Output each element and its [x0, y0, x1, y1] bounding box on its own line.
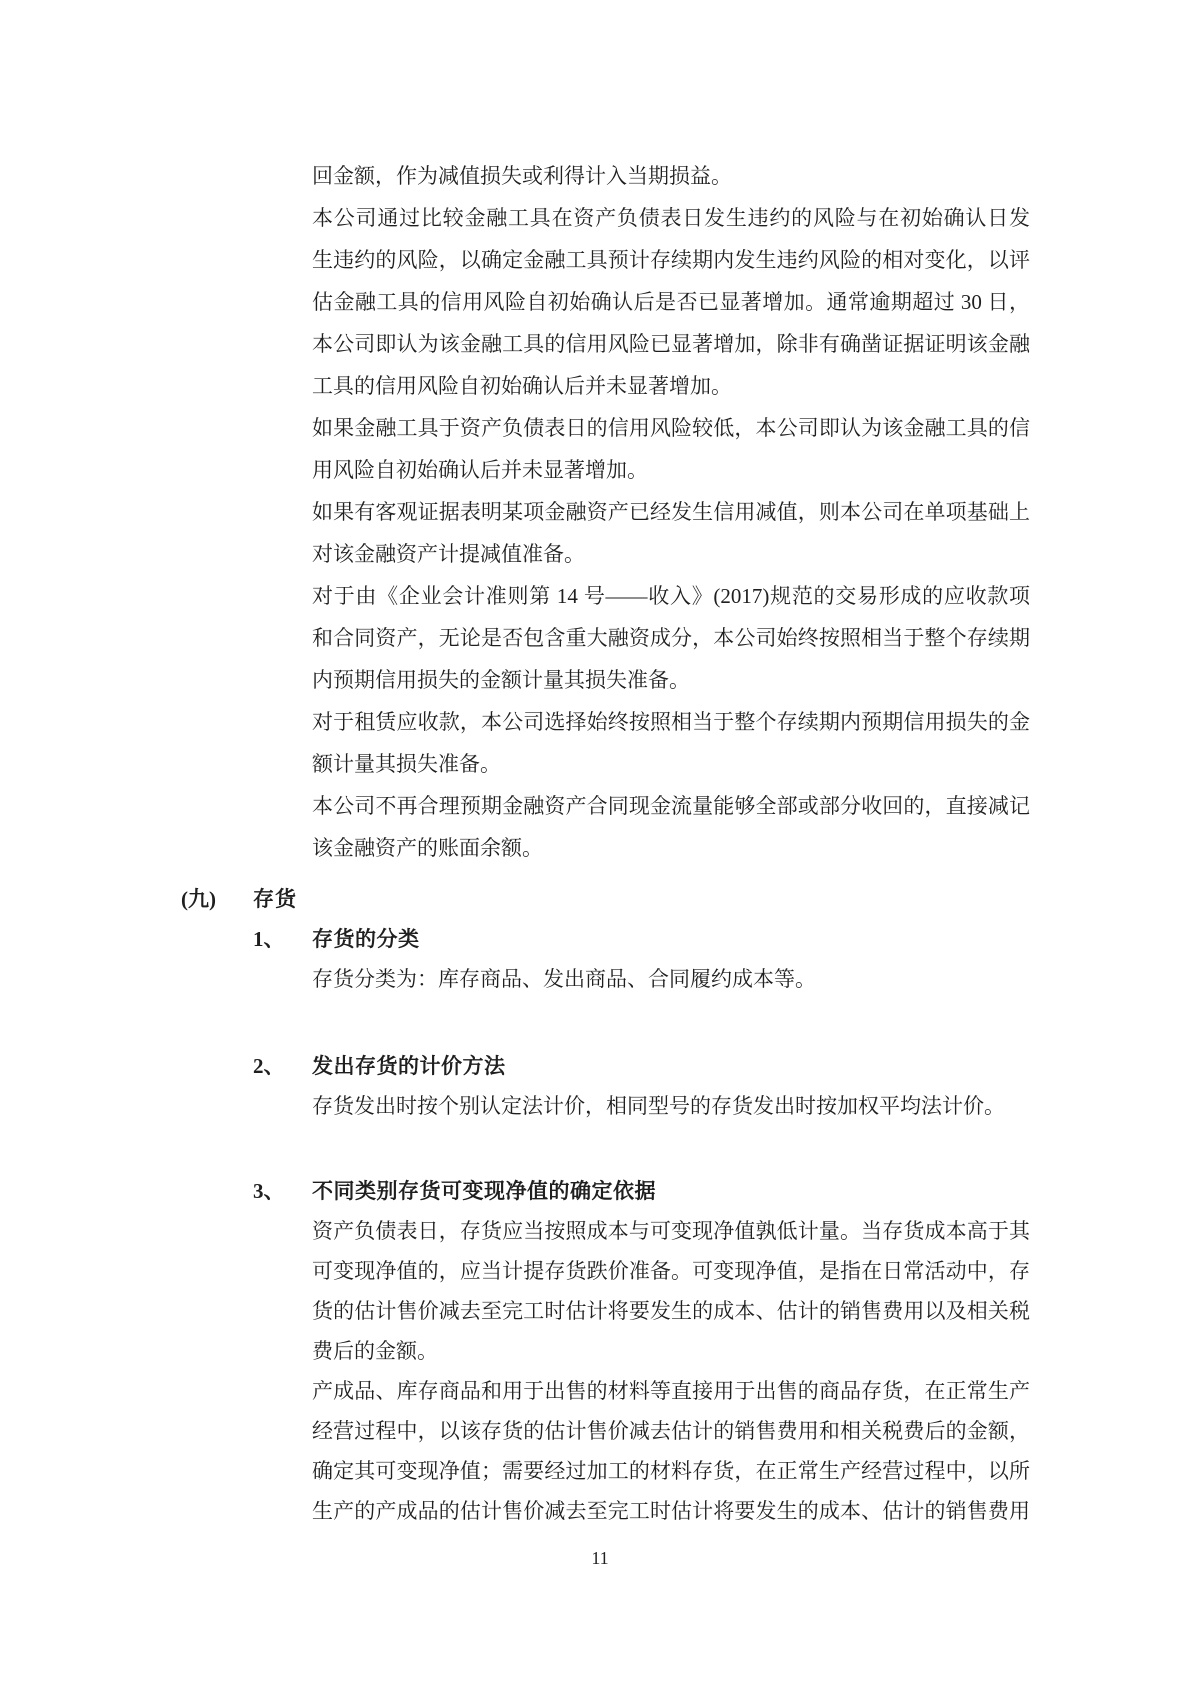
paragraph — [312, 959, 1030, 999]
text-line: 生产的产成品的估计售价减去至完工时估计将要发生的成本、估计的销售费用 — [312, 1499, 1030, 1523]
text-line: 可变现净值的，应当计提存货跌价准备。可变现净值，是指在日常活动中，存 — [312, 1259, 1030, 1283]
page-footer — [0, 1548, 1200, 1569]
paragraph — [312, 407, 1030, 491]
item-number: 2、 — [253, 1054, 285, 1078]
text-line: 对该金融资产计提减值准备。 — [312, 542, 585, 566]
text-line: 对于由《企业会计准则第 14 号——收入》(2017)规范的交易形成的应收款项 — [312, 584, 1030, 608]
inventory-section-heading — [181, 879, 1200, 919]
item-number: 1、 — [253, 927, 285, 951]
paragraph — [312, 1211, 1030, 1371]
text-line: 货的估计售价减去至完工时估计将要发生的成本、估计的销售费用以及相关税 — [312, 1299, 1030, 1323]
text-line: 对于租赁应收款，本公司选择始终按照相当于整个存续期内预期信用损失的金 — [312, 710, 1030, 734]
text-line: 回金额，作为减值损失或利得计入当期损益。 — [312, 164, 732, 188]
text-line: 用风险自初始确认后并未显著增加。 — [312, 458, 648, 482]
page-number: 11 — [591, 1548, 609, 1568]
item-heading — [253, 1046, 1200, 1086]
text-line: 确定其可变现净值；需要经过加工的材料存货，在正常生产经营过程中，以所 — [312, 1459, 1030, 1483]
item-body-text — [312, 1086, 1030, 1126]
text-line: 工具的信用风险自初始确认后并未显著增加。 — [312, 374, 732, 398]
item-title: 存货的分类 — [312, 928, 420, 951]
text-line: 经营过程中，以该存货的估计售价减去估计的销售费用和相关税费后的金额， — [312, 1419, 1030, 1443]
item-title: 不同类别存货可变现净值的确定依据 — [312, 1180, 656, 1203]
text-line: 费后的金额。 — [312, 1339, 438, 1363]
item-title: 发出存货的计价方法 — [312, 1055, 506, 1078]
item-body-text — [312, 1211, 1030, 1531]
section-number-label: (九) — [181, 887, 216, 911]
text-line: 资产负债表日，存货应当按照成本与可变现净值孰低计量。当存货成本高于其 — [312, 1219, 1030, 1243]
paragraph — [312, 491, 1030, 575]
paragraph — [312, 1086, 1030, 1126]
inventory-item-classification — [253, 919, 1200, 999]
paragraph — [312, 155, 1030, 197]
item-body-text — [312, 959, 1030, 999]
inventory-item-valuation-method — [253, 1046, 1200, 1126]
paragraph — [312, 701, 1030, 785]
paragraph — [312, 785, 1030, 869]
text-line: 估金融工具的信用风险自初始确认后是否已显著增加。通常逾期超过 30 日， — [312, 290, 1030, 314]
text-line: 和合同资产，无论是否包含重大融资成分，本公司始终按照相当于整个存续期 — [312, 626, 1030, 650]
paragraph — [312, 197, 1030, 407]
section-title: 存货 — [253, 888, 297, 911]
text-line: 内预期信用损失的金额计量其损失准备。 — [312, 668, 690, 692]
item-heading — [253, 919, 1200, 959]
text-line: 本公司不再合理预期金融资产合同现金流量能够全部或部分收回的，直接减记 — [312, 794, 1030, 818]
text-line: 如果金融工具于资产负债表日的信用风险较低，本公司即认为该金融工具的信 — [312, 416, 1030, 440]
text-line: 存货分类为：库存商品、发出商品、合同履约成本等。 — [312, 967, 816, 991]
text-line: 该金融资产的账面余额。 — [312, 836, 543, 860]
inventory-section — [0, 879, 1200, 1531]
item-heading — [253, 1171, 1200, 1211]
text-line: 额计量其损失准备。 — [312, 752, 501, 776]
text-line: 本公司即认为该金融工具的信用风险已显著增加，除非有确凿证据证明该金融 — [312, 332, 1030, 356]
paragraph — [312, 1371, 1030, 1531]
item-number: 3、 — [253, 1179, 285, 1203]
inventory-item-net-realizable-value — [253, 1171, 1200, 1531]
text-line: 本公司通过比较金融工具在资产负债表日发生违约的风险与在初始确认日发 — [312, 206, 1030, 230]
paragraph — [312, 575, 1030, 701]
financial-instruments-impairment-text — [312, 155, 1030, 869]
text-line: 如果有客观证据表明某项金融资产已经发生信用减值，则本公司在单项基础上 — [312, 500, 1030, 524]
text-line: 存货发出时按个别认定法计价，相同型号的存货发出时按加权平均法计价。 — [312, 1094, 1005, 1118]
text-line: 生违约的风险，以确定金融工具预计存续期内发生违约风险的相对变化，以评 — [312, 248, 1030, 272]
text-line: 产成品、库存商品和用于出售的材料等直接用于出售的商品存货，在正常生产 — [312, 1379, 1030, 1403]
